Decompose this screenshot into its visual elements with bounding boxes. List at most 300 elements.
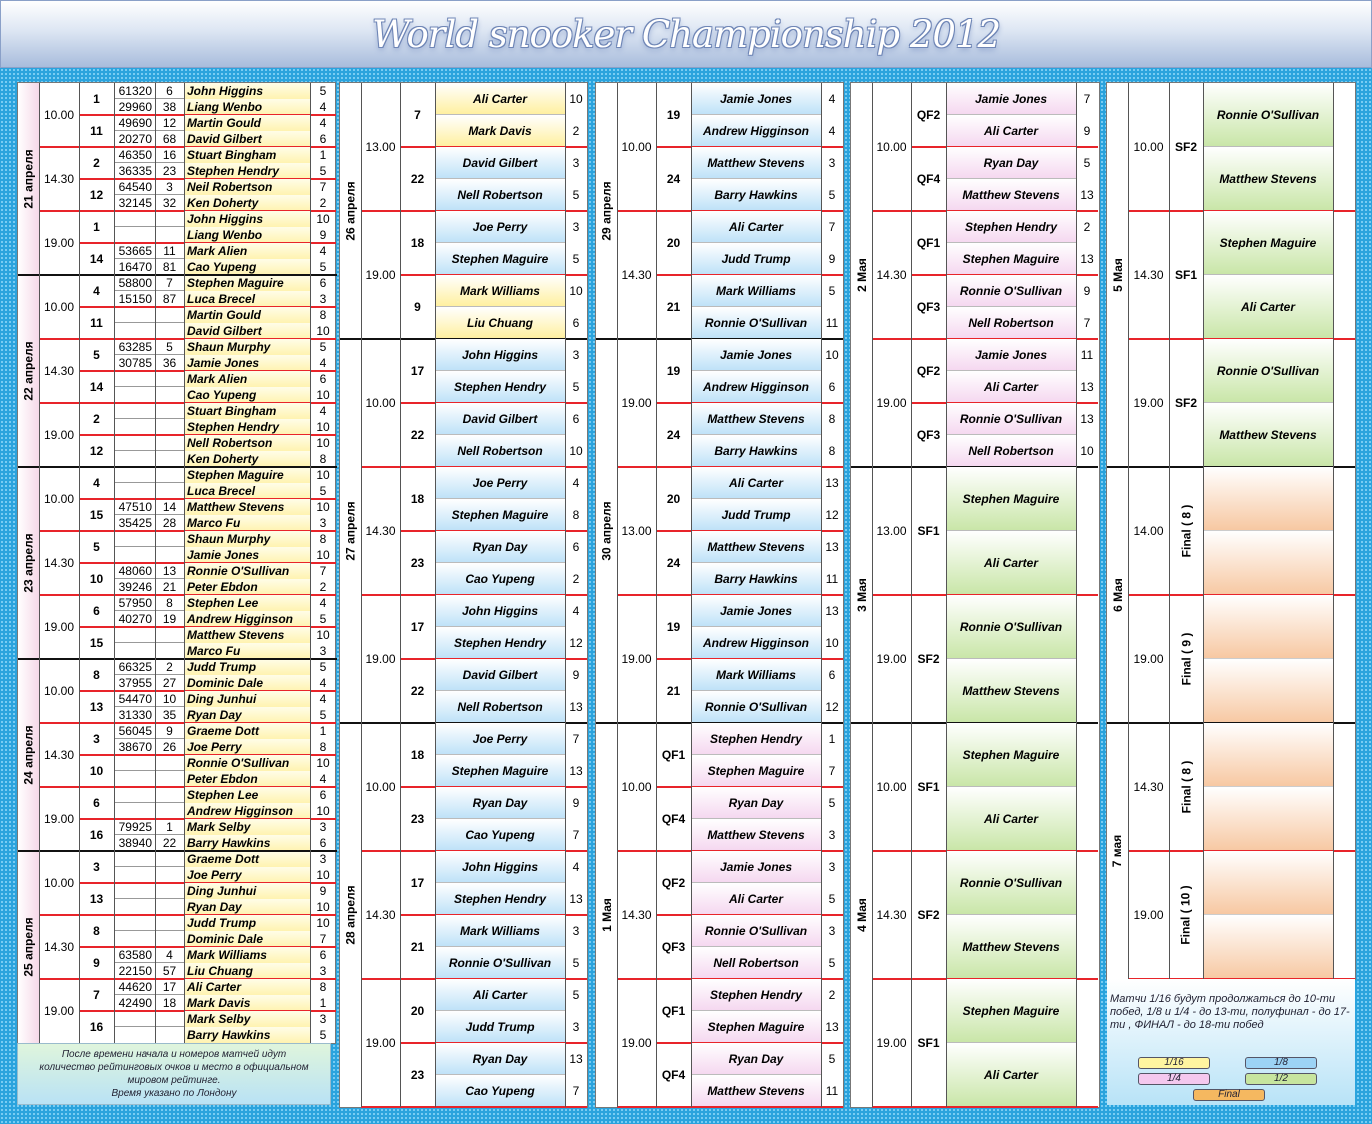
separator-line [872, 1106, 1098, 1108]
frame-score: 1 [319, 996, 327, 1010]
ranking-place [155, 1027, 184, 1043]
frame-score: 11 [825, 316, 839, 330]
day-label [18, 467, 39, 659]
final-frame-block [1203, 467, 1333, 531]
match-number: 13 [89, 700, 104, 714]
frame-score: 9 [572, 668, 580, 682]
player-name: Matthew Stevens [1203, 147, 1333, 211]
match-number: 10 [89, 764, 104, 778]
match-number: QF1 [661, 1004, 686, 1018]
legend-1-16: 1/16 [1138, 1057, 1210, 1069]
rotated-label: Final ( 9 ) [1179, 632, 1194, 686]
rotated-label: 23 апреля [21, 533, 36, 593]
ranking-place [155, 787, 184, 803]
match-number: 17 [410, 364, 425, 378]
ranking-place: 5 [166, 340, 173, 354]
frame-score: 12 [569, 636, 583, 650]
frame-score: 6 [319, 372, 327, 386]
player-name: Graeme Dott [184, 851, 310, 867]
final-frame-block [1203, 915, 1333, 979]
frame-score: 2 [319, 580, 327, 594]
ranking-place [155, 371, 184, 387]
session-time: 19.00 [1133, 908, 1164, 922]
frame-score: 7 [572, 1084, 580, 1098]
match-number: 3 [93, 732, 100, 746]
session-time: 19.00 [876, 396, 907, 410]
frame-score: 6 [572, 412, 580, 426]
session-time: 14.00 [1133, 524, 1164, 538]
separator-line [617, 1106, 843, 1108]
frame-score: 4 [319, 100, 327, 114]
ranking-points [114, 547, 155, 563]
player-name: Liu Chuang [184, 963, 310, 979]
ranking-place: 14 [162, 500, 177, 514]
ranking-points: 56045 [118, 724, 152, 738]
ranking-points [114, 1027, 155, 1043]
ranking-points: 57950 [118, 596, 152, 610]
player-name: Shaun Murphy [184, 339, 310, 355]
ranking-points [114, 451, 155, 467]
player-name: Stephen Hendry [691, 979, 821, 1011]
player-name: Ronnie O'Sullivan [946, 403, 1076, 435]
player-name: Nell Robertson [184, 435, 310, 451]
frame-score: 4 [319, 404, 327, 418]
player-name: Stephen Hendry [435, 627, 565, 659]
player-name: Andrew Higginson [691, 115, 821, 147]
frame-score: 2 [319, 196, 327, 210]
player-name: Cao Yupeng [184, 387, 310, 403]
match-number: 17 [410, 620, 425, 634]
frame-score: 10 [569, 284, 583, 298]
frame-score: 10 [316, 388, 330, 402]
player-name: Nell Robertson [691, 947, 821, 979]
player-name: Stephen Hendry [946, 211, 1076, 243]
frame-score: 3 [319, 852, 327, 866]
ranking-points [114, 851, 155, 867]
player-name: Nell Robertson [946, 307, 1076, 339]
ranking-points [114, 915, 155, 931]
player-name: Stephen Maguire [435, 243, 565, 275]
column-divider [821, 83, 822, 1107]
ranking-place: 12 [162, 116, 177, 130]
ranking-place: 23 [162, 164, 177, 178]
frame-score: 7 [828, 220, 836, 234]
session-time: 14.30 [43, 556, 75, 570]
ranking-points: 42490 [118, 996, 152, 1010]
round1-panel [17, 82, 336, 1044]
session-time: 14.30 [43, 748, 75, 762]
frame-score: 10 [316, 804, 330, 818]
frame-score: 7 [319, 180, 327, 194]
session-time: 19.00 [43, 428, 75, 442]
frame-score: 5 [572, 188, 580, 202]
match-number: SF1 [1174, 268, 1197, 282]
column-divider [617, 83, 618, 1107]
ranking-place [155, 883, 184, 899]
ranking-place [155, 643, 184, 659]
match-number: 23 [410, 556, 425, 570]
separator-line [18, 658, 337, 660]
frame-score: 6 [319, 788, 327, 802]
player-name: Stephen Maguire [946, 979, 1076, 1043]
match-number: 9 [93, 956, 100, 970]
frame-score: 5 [319, 84, 327, 98]
day-label [340, 723, 361, 1107]
frame-score: 8 [828, 444, 836, 458]
day-label [596, 723, 617, 1107]
player-name: Ali Carter [946, 1043, 1076, 1107]
ranking-place: 68 [162, 132, 177, 146]
player-name: Dominic Dale [184, 675, 310, 691]
player-name: Liu Chuang [435, 307, 565, 339]
frame-score: 10 [316, 468, 330, 482]
player-name: Peter Ebdon [184, 771, 310, 787]
frame-score: 5 [1083, 156, 1091, 170]
day-label [340, 339, 361, 723]
frame-score: 6 [319, 948, 327, 962]
session-time: 14.30 [43, 364, 75, 378]
note-line: Время указано по Лондону [111, 1088, 237, 1099]
player-name: Ali Carter [946, 531, 1076, 595]
rotated-label: 30 апреля [599, 501, 614, 561]
rotated-label: 3 Мая [854, 578, 869, 612]
session-time: 19.00 [1133, 652, 1164, 666]
frame-score: 9 [1083, 124, 1091, 138]
match-number: 14 [89, 380, 104, 394]
column-divider [911, 83, 912, 1107]
legend-1-2: 1/2 [1245, 1073, 1317, 1085]
frame-score: 13 [825, 604, 839, 618]
player-name: Jamie Jones [691, 83, 821, 115]
match-number: SF1 [917, 524, 940, 538]
match-number: SF1 [917, 780, 940, 794]
player-name: Graeme Dott [184, 723, 310, 739]
match-number: 7 [93, 988, 100, 1002]
ranking-place [155, 211, 184, 227]
frame-score: 7 [828, 764, 836, 778]
player-name: Jamie Jones [946, 339, 1076, 371]
frame-score: 7 [572, 732, 580, 746]
player-name: Mark Alien [184, 243, 310, 259]
frame-score: 5 [572, 988, 580, 1002]
frame-score: 8 [319, 308, 327, 322]
frame-score: 9 [319, 884, 327, 898]
frame-score: 8 [319, 740, 327, 754]
frame-score: 3 [319, 820, 327, 834]
player-name: Mark Alien [184, 371, 310, 387]
ranking-points: 53665 [118, 244, 152, 258]
note-line: мировом рейтинге. [127, 1075, 221, 1086]
column-divider [1169, 83, 1170, 979]
frame-score: 5 [828, 892, 836, 906]
player-name: Stephen Hendry [691, 723, 821, 755]
frame-score: 8 [828, 412, 836, 426]
ranking-points [114, 323, 155, 339]
column-divider [400, 83, 401, 1107]
match-number: QF1 [661, 748, 686, 762]
match-number: 23 [410, 1068, 425, 1082]
match-number: QF1 [916, 236, 941, 250]
session-time: 19.00 [621, 396, 652, 410]
panel-2-4-may [850, 82, 1100, 1108]
player-name: Ali Carter [691, 883, 821, 915]
frame-score: 10 [316, 628, 330, 642]
session-time: 14.30 [1133, 268, 1164, 282]
match-number: 24 [666, 172, 681, 186]
column-divider [79, 83, 80, 1043]
ranking-place: 21 [162, 580, 177, 594]
frame-score: 8 [319, 980, 327, 994]
player-name: Ken Doherty [184, 195, 310, 211]
match-number: 3 [93, 860, 100, 874]
ranking-place [155, 1011, 184, 1027]
player-name: Barry Hawkins [691, 435, 821, 467]
player-name: Stephen Maguire [691, 755, 821, 787]
day-label [596, 339, 617, 723]
player-name: Ryan Day [691, 787, 821, 819]
session-time: 10.00 [365, 780, 396, 794]
ranking-place: 22 [162, 836, 177, 850]
frame-score: 3 [572, 156, 580, 170]
frame-score: 3 [319, 1012, 327, 1026]
day-label [18, 659, 39, 851]
ranking-points: 63285 [118, 340, 152, 354]
player-name: Marco Fu [184, 515, 310, 531]
frame-score: 9 [319, 228, 327, 242]
ranking-place [155, 227, 184, 243]
ranking-points: 29960 [118, 100, 152, 114]
session-time: 14.30 [1133, 780, 1164, 794]
panel-29-april-1-may [595, 82, 844, 1108]
player-name: Luca Brecel [184, 483, 310, 499]
player-name: Mark Selby [184, 1011, 310, 1027]
frame-score: 10 [825, 636, 839, 650]
match-number: 20 [666, 236, 681, 250]
player-name: Marco Fu [184, 643, 310, 659]
match-number: 1 [93, 92, 100, 106]
player-name: Ronnie O'Sullivan [946, 275, 1076, 307]
ranking-points: 38940 [118, 836, 152, 850]
frame-score: 4 [319, 356, 327, 370]
player-name: John Higgins [184, 83, 310, 99]
frame-score: 10 [825, 348, 839, 362]
player-name: Matthew Stevens [946, 179, 1076, 211]
frame-score: 4 [828, 92, 836, 106]
ranking-points [114, 307, 155, 323]
player-name: Stephen Hendry [435, 371, 565, 403]
rotated-label: 1 Мая [599, 898, 614, 932]
match-number: QF4 [661, 1068, 686, 1082]
player-name: Ali Carter [946, 115, 1076, 147]
column-divider [1076, 83, 1077, 1107]
ranking-place: 17 [162, 980, 177, 994]
frame-score: 10 [316, 900, 330, 914]
match-number: 14 [89, 252, 104, 266]
match-number: QF2 [916, 108, 941, 122]
player-name: Peter Ebdon [184, 579, 310, 595]
player-name: Luca Brecel [184, 291, 310, 307]
ranking-place: 9 [166, 724, 173, 738]
frame-score: 5 [319, 1028, 327, 1042]
match-number: 1 [93, 220, 100, 234]
session-time: 13.00 [365, 140, 396, 154]
ranking-points: 38670 [118, 740, 152, 754]
session-time: 10.00 [876, 780, 907, 794]
column-divider [1128, 83, 1129, 979]
frame-score: 10 [316, 420, 330, 434]
frame-score: 11 [825, 572, 839, 586]
match-number: 20 [410, 1004, 425, 1018]
column-divider [114, 83, 115, 1043]
frame-score: 13 [569, 700, 583, 714]
frame-score: 6 [319, 836, 327, 850]
player-name: Mark Williams [184, 947, 310, 963]
player-name: Cao Yupeng [435, 1075, 565, 1107]
session-time: 14.30 [43, 172, 75, 186]
frame-score: 10 [569, 92, 583, 106]
match-number: 10 [89, 572, 104, 586]
ranking-points: 58800 [118, 276, 152, 290]
player-name: Ronnie O'Sullivan [184, 755, 310, 771]
final-session-label [1169, 467, 1203, 595]
player-name: John Higgins [435, 851, 565, 883]
match-number: 19 [666, 364, 681, 378]
match-number: SF1 [917, 1036, 940, 1050]
column-divider [691, 83, 692, 1107]
ranking-place: 81 [162, 260, 177, 274]
player-name: Joe Perry [435, 211, 565, 243]
column-divider [872, 83, 873, 1107]
frame-score: 8 [572, 508, 580, 522]
player-name: Cao Yupeng [435, 563, 565, 595]
frame-score: 5 [572, 956, 580, 970]
match-number: QF4 [661, 812, 686, 826]
match-number: 2 [93, 156, 100, 170]
day-label [1107, 467, 1128, 723]
frame-score: 2 [572, 572, 580, 586]
rotated-label: Final ( 8 ) [1179, 760, 1194, 814]
final-session-label [1169, 595, 1203, 723]
final-session-label [1169, 723, 1203, 851]
frame-score: 5 [828, 188, 836, 202]
match-number: 21 [666, 300, 681, 314]
note-text: Матчи 1/16 будут продолжаться до 10-ти побед, 1/8 и 1/4 - до 13-ти, полуфинал - до 17-ти , ФИНАЛ - до 18-ти побед [1110, 993, 1350, 1031]
frame-score: 8 [319, 452, 327, 466]
session-time: 10.00 [621, 140, 652, 154]
player-name: Shaun Murphy [184, 531, 310, 547]
player-name: Matthew Stevens [184, 627, 310, 643]
column-divider [184, 83, 185, 1043]
ranking-place [155, 931, 184, 947]
player-name: Ronnie O'Sullivan [184, 563, 310, 579]
frame-score: 4 [319, 116, 327, 130]
frame-score: 8 [319, 532, 327, 546]
player-name: Stephen Maguire [435, 499, 565, 531]
match-number: QF3 [661, 940, 686, 954]
frame-score: 13 [569, 764, 583, 778]
ranking-place [155, 531, 184, 547]
ranking-points: 44620 [118, 980, 152, 994]
session-time: 19.00 [621, 652, 652, 666]
ranking-place [155, 323, 184, 339]
rotated-label: 28 апреля [343, 885, 358, 945]
panel-26-28-april [339, 82, 588, 1108]
ranking-points: 40270 [118, 612, 152, 626]
frame-score: 10 [316, 436, 330, 450]
frame-score: 5 [572, 380, 580, 394]
ranking-place: 28 [162, 516, 177, 530]
match-number: 12 [89, 444, 104, 458]
match-number: SF2 [1174, 396, 1197, 410]
note-match-format [1107, 979, 1355, 1105]
player-name: Stephen Maguire [946, 723, 1076, 787]
ranking-place: 27 [162, 676, 177, 690]
match-number: 18 [410, 236, 425, 250]
player-name: Matthew Stevens [691, 1075, 821, 1107]
rotated-label: 27 апреля [343, 501, 358, 561]
frame-score: 3 [572, 1020, 580, 1034]
session-time: 13.00 [621, 524, 652, 538]
player-name: Cao Yupeng [435, 819, 565, 851]
player-name: Stephen Maguire [184, 275, 310, 291]
frame-score: 3 [572, 220, 580, 234]
player-name: Matthew Stevens [184, 499, 310, 515]
frame-score: 13 [825, 476, 839, 490]
player-name: Mark Davis [435, 115, 565, 147]
rotated-label: 26 апреля [343, 181, 358, 241]
frame-score: 10 [316, 756, 330, 770]
ranking-place: 3 [166, 180, 173, 194]
frame-score: 4 [319, 596, 327, 610]
ranking-points [114, 467, 155, 483]
note-line: После времени начала и номеров матчей идут [61, 1049, 287, 1060]
ranking-place: 10 [162, 692, 177, 706]
player-name: Judd Trump [691, 499, 821, 531]
player-name: Ronnie O'Sullivan [1203, 339, 1333, 403]
final-frame-block [1203, 851, 1333, 915]
frame-score: 12 [825, 508, 839, 522]
separator-line [18, 850, 337, 852]
frame-score: 1 [828, 732, 836, 746]
match-number: QF4 [916, 172, 941, 186]
player-name: Ding Junhui [184, 883, 310, 899]
ranking-points: 63580 [118, 948, 152, 962]
ranking-points [114, 643, 155, 659]
match-number: 18 [410, 492, 425, 506]
player-name: Stephen Maguire [1203, 211, 1333, 275]
session-time: 10.00 [43, 108, 75, 122]
ranking-points: 16470 [118, 260, 152, 274]
frame-score: 3 [828, 924, 836, 938]
match-number: SF2 [1174, 140, 1197, 154]
match-number: 16 [89, 1020, 104, 1034]
match-number: 18 [410, 748, 425, 762]
match-number: 17 [410, 876, 425, 890]
player-name: Ding Junhui [184, 691, 310, 707]
player-name: Mark Williams [435, 915, 565, 947]
ranking-points: 30785 [118, 356, 152, 370]
ranking-place [155, 403, 184, 419]
session-time: 14.30 [621, 268, 652, 282]
player-name: Mark Davis [184, 995, 310, 1011]
player-name: Ryan Day [691, 1043, 821, 1075]
player-name: Stephen Maguire [435, 755, 565, 787]
session-time: 14.30 [621, 908, 652, 922]
player-name: Jamie Jones [184, 355, 310, 371]
player-name: Jamie Jones [946, 83, 1076, 115]
ranking-points: 35425 [118, 516, 152, 530]
ranking-points: 36335 [118, 164, 152, 178]
